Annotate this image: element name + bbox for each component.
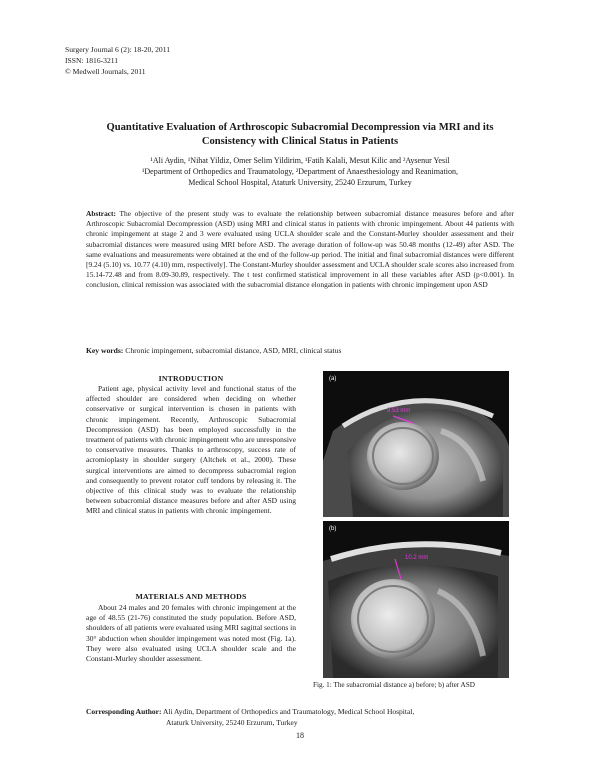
methods-heading: MATERIALS AND METHODS (135, 592, 247, 601)
keywords-label: Key words: (86, 346, 124, 355)
corr-line-2: Ataturk University, 25240 Erzurum, Turkey (166, 718, 298, 727)
intro-paragraph: Patient age, physical activity level and functional status of the affected shoulder are considered when deciding on whether conservative or surgical intervention is chosen in patients with chronic impingement. Recently, Arthroscopic Subacromial Decompression (ASD) has been employed successfully in the treatment of patients with chronic impingement who are unresponsive to conservative measures. Thanks to arthroscopy, success rate of acromioplasty in shoulder surgery (Altchek et al., 2000). These surgical interventions are aimed to decompress subacromial region and consequently to prevent rotator cuff tendons by releasing it. The objective of this clinical study was to evaluate the relationship between subacromial distance measures before and after ASD using MRI and clinical status in patients with chronic impingement. (86, 384, 296, 516)
journal-citation: Surgery Journal 6 (2): 18-20, 2011 (65, 45, 171, 54)
author-block (70, 155, 530, 188)
journal-header (65, 44, 170, 77)
keywords-text: Chronic impingement, subacromial distance, ASD, MRI, clinical status (125, 346, 342, 355)
affiliation-line-1: ¹Department of Orthopedics and Traumatology, ²Department of Anaesthesiology and Reanimation, (142, 167, 458, 176)
methods-heading-wrap (86, 586, 296, 604)
journal-copyright: © Medwell Journals, 2011 (65, 67, 146, 76)
author-list: ¹Ali Aydin, ¹Nihat Yildiz, Omer Selim Yildirim, ¹Fatih Kalali, Mesut Kilic and ²Aysenur Yesil (150, 156, 450, 165)
panel-a-label: (a) (329, 376, 337, 382)
intro-heading: INTRODUCTION (158, 374, 224, 383)
mri-figure-panel-b (323, 521, 509, 678)
methods-paragraph: About 24 males and 20 females with chronic impingement at the age of 48.55 (21-76) constituted the study population. Before ASD, shoulders of all patients were evaluated using MRI sagittal sections in 30° abduction when shoulder impingement was noted most (Fig. 1a). They were also evaluated using UCLA shoulder scale and the Constant-Murley shoulder assessment. (86, 603, 296, 664)
corresponding-author (86, 706, 516, 728)
panel-b-label: (b) (329, 526, 337, 532)
abstract (86, 209, 514, 291)
corr-line-1: Ali Aydin, Department of Orthopedics and Traumatology, Medical School Hospital, (162, 707, 415, 716)
paper-title: Quantitative Evaluation of Arthroscopic Subacromial Decompression via MRI and its Consistency with Clinical Status in Patients (106, 122, 494, 147)
mri-figure-panel-a (323, 371, 509, 517)
abstract-text: The objective of the present study was to evaluate the relationship between subacromial distance measures before and after Arthroscopic Subacromial Decompression (ASD) using MRI and clinical status in patients with chronic impingement. About 44 patients with chronic impingement at stage 2 and 3 were evaluated using UCLA shoulder scale and the Constant-Murley shoulder assessment and their subacromial distances were measured using MRI before ASD. The average duration of follow-up was 50.48 months (12-49) after ASD. The same evaluations and measurements were obtained at the end of the follow-up period. The initial and final subacromial distances were different [9.24 (5.10) vs. 10.77 (4.10) mm, respectively]. The Constant-Murley shoulder assessment and UCLA shoulder scale scores also increased from 15.14-72.48 and from 8.09-30.89, respectively. The t test confirmed statistical improvement in all these variables after ASD (p<0.001). In conclusion, clinical remission was associated with the subacromial distance elongation in patients with chronic impingement upon ASD (86, 209, 514, 290)
affiliation-line-2: Medical School Hospital, Ataturk University, 25240 Erzurum, Turkey (188, 178, 412, 187)
mri-image-a (323, 371, 509, 517)
journal-issn: ISSN: 1816-3211 (65, 56, 119, 65)
measurement-a: 9.53 mm (387, 408, 411, 414)
page-number: 18 (296, 731, 304, 740)
corr-label: Corresponding Author: (86, 707, 162, 716)
abstract-label: Abstract: (86, 209, 116, 218)
figure-caption: Fig. 1: The subacromial distance a) before; b) after ASD (313, 681, 475, 689)
keywords (86, 346, 341, 355)
mri-image-b (323, 521, 509, 678)
measurement-b: 10.2 mm (405, 555, 429, 561)
